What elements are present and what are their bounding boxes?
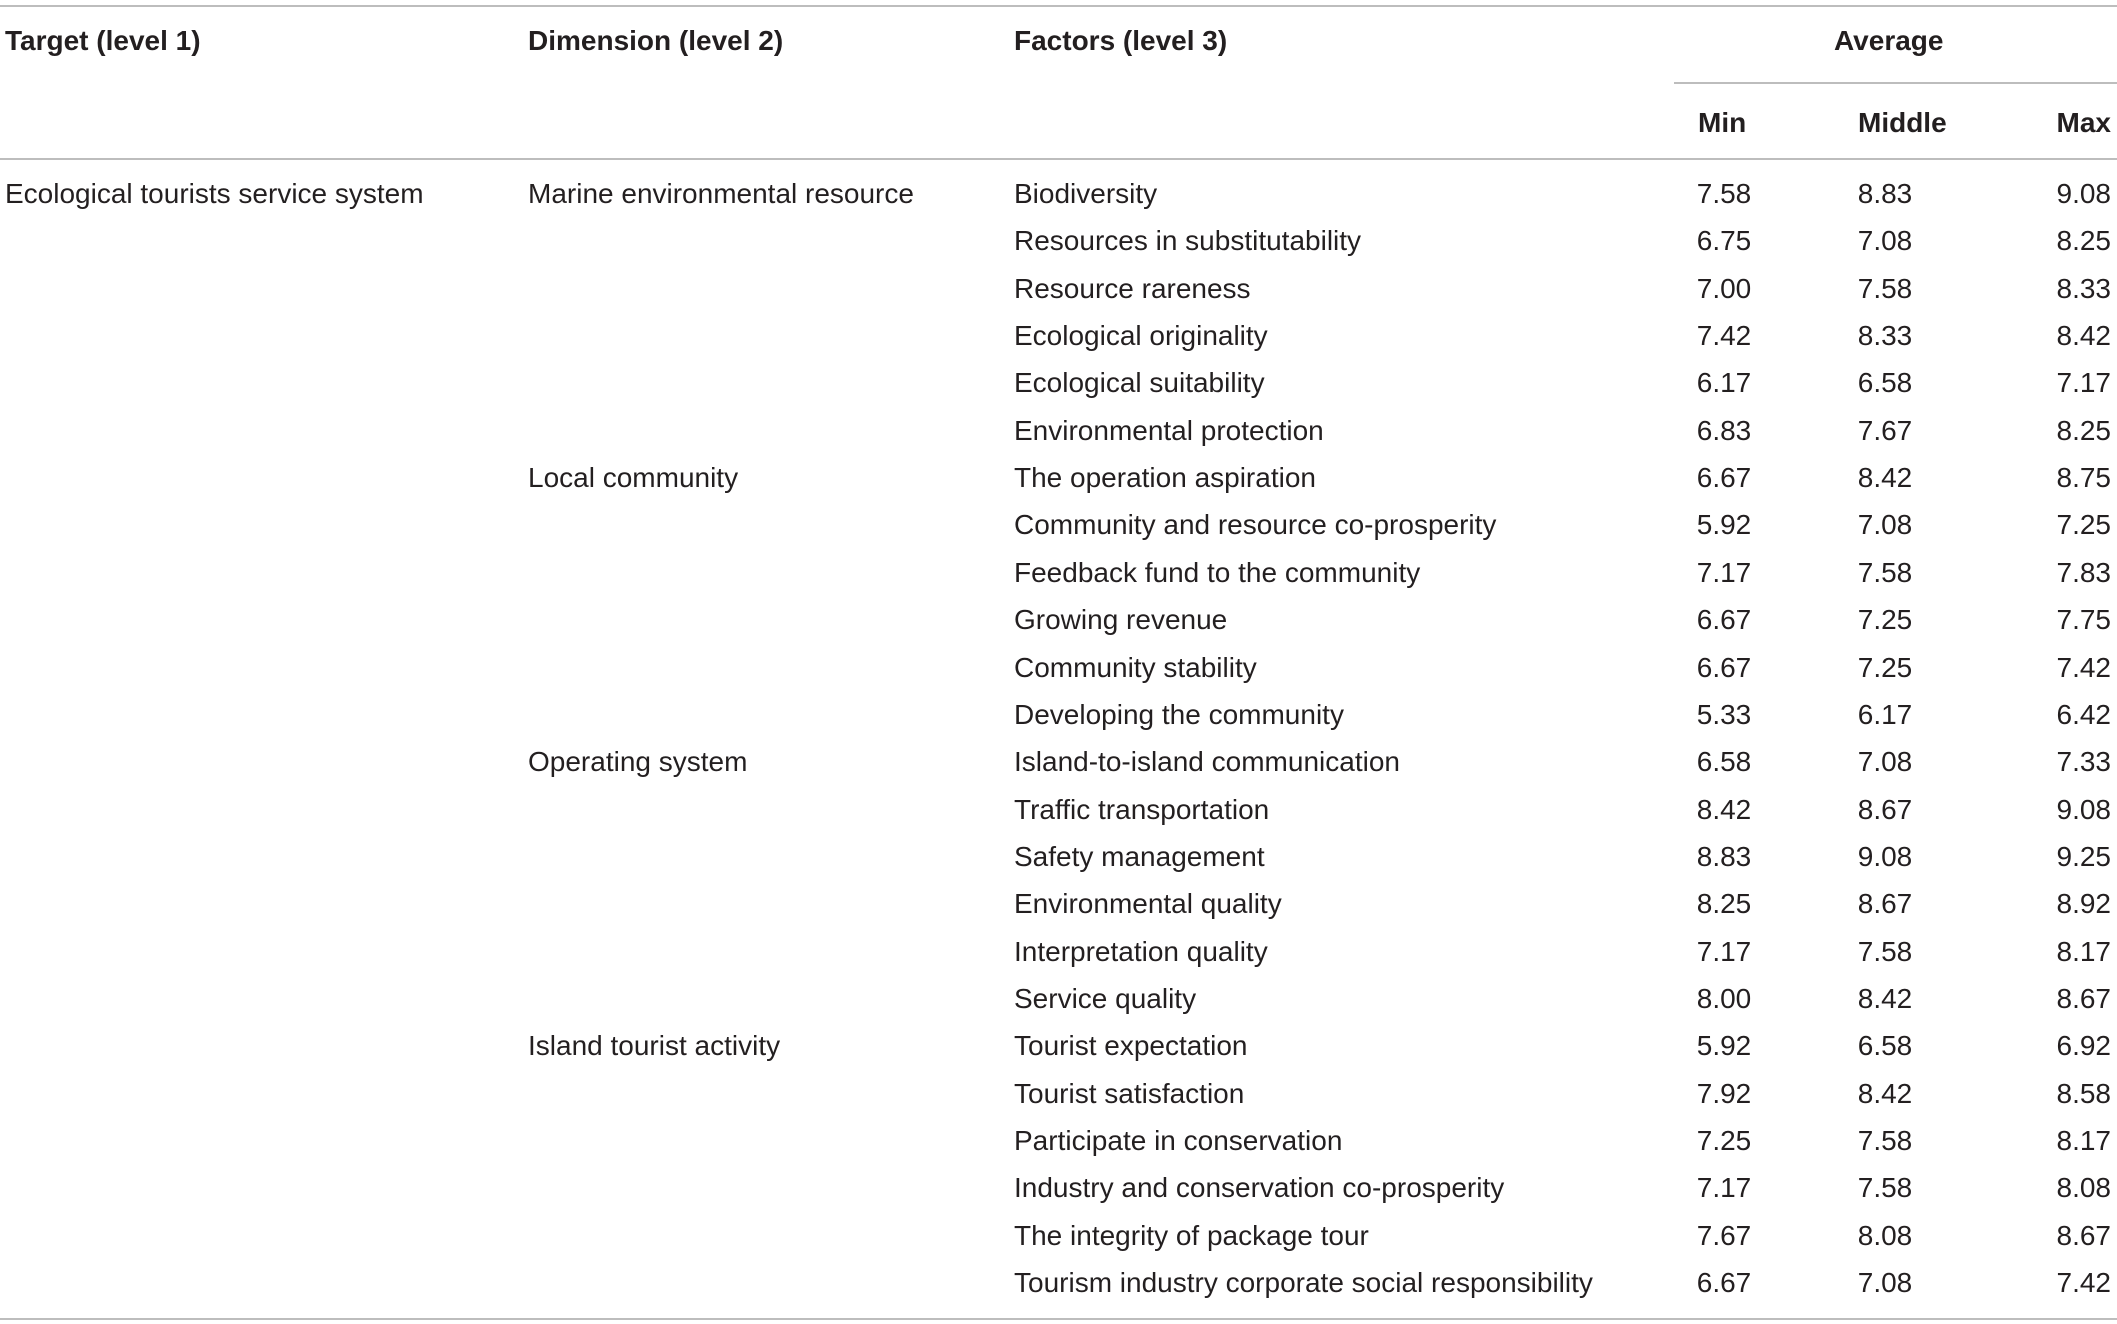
factor-cell: Tourism industry corporate social responsibility <box>1014 1267 1593 1298</box>
min-value-cell: 7.42 <box>1696 320 1752 351</box>
max-value-cell: 8.58 <box>2056 1078 2111 1109</box>
factor-cell: Environmental quality <box>1014 888 1282 919</box>
table-top-rule <box>0 5 2117 7</box>
table-bottom-rule <box>0 1318 2117 1320</box>
max-value-cell: 6.42 <box>2056 699 2111 730</box>
factor-cell: Biodiversity <box>1014 178 1158 209</box>
middle-value-cell: 7.58 <box>1857 273 1913 304</box>
max-value-cell: 8.42 <box>2056 320 2111 351</box>
max-value-cell: 8.67 <box>2056 983 2111 1014</box>
middle-value-cell: 7.58 <box>1857 1172 1913 1203</box>
min-value-cell: 7.92 <box>1696 1078 1752 1109</box>
max-value-cell: 6.92 <box>2056 1030 2111 1061</box>
factor-cell: Traffic transportation <box>1014 794 1270 825</box>
factor-cell: Tourist expectation <box>1014 1030 1248 1061</box>
middle-value-cell: 7.08 <box>1857 225 1913 256</box>
max-value-cell: 7.17 <box>2056 367 2111 398</box>
middle-value-cell: 8.83 <box>1857 178 1913 209</box>
middle-value-cell: 6.58 <box>1857 367 1913 398</box>
min-value-cell: 6.17 <box>1696 367 1752 398</box>
factor-cell: Resources in substitutability <box>1014 225 1362 256</box>
factor-cell: Community and resource co-prosperity <box>1014 509 1497 540</box>
max-value-cell: 8.17 <box>2056 936 2111 967</box>
target-cell: Ecological tourists service system <box>5 178 424 209</box>
header-target: Target (level 1) <box>5 25 201 56</box>
middle-value-cell: 8.33 <box>1857 320 1913 351</box>
max-value-cell: 7.83 <box>2056 557 2111 588</box>
header-min: Min <box>1698 107 1747 138</box>
average-group-rule <box>1674 82 2117 84</box>
middle-value-cell: 8.67 <box>1857 888 1913 919</box>
factor-cell: The integrity of package tour <box>1014 1220 1369 1251</box>
factor-cell: Island-to-island communication <box>1014 746 1400 777</box>
header-max: Max <box>2056 107 2111 138</box>
middle-value-cell: 7.08 <box>1857 1267 1913 1298</box>
middle-value-cell: 7.58 <box>1857 1125 1913 1156</box>
factor-cell: Ecological originality <box>1014 320 1268 351</box>
header-bottom-rule <box>0 158 2117 160</box>
dimension-local-community: Local community <box>528 462 739 493</box>
min-value-cell: 7.67 <box>1696 1220 1752 1251</box>
middle-value-cell: 7.58 <box>1857 936 1913 967</box>
max-value-cell: 7.33 <box>2056 746 2111 777</box>
factor-cell: Industry and conservation co-prosperity <box>1014 1172 1505 1203</box>
max-value-cell: 8.92 <box>2056 888 2111 919</box>
middle-value-cell: 8.42 <box>1857 983 1913 1014</box>
max-value-cell: 7.25 <box>2056 509 2111 540</box>
min-value-cell: 7.25 <box>1696 1125 1752 1156</box>
min-value-cell: 6.67 <box>1696 1267 1752 1298</box>
middle-value-cell: 8.42 <box>1857 462 1913 493</box>
max-value-cell: 8.75 <box>2056 462 2111 493</box>
max-value-cell: 9.25 <box>2056 841 2111 872</box>
factor-cell: Safety management <box>1014 841 1265 872</box>
middle-value-cell: 6.58 <box>1857 1030 1913 1061</box>
min-value-cell: 5.92 <box>1696 1030 1752 1061</box>
min-value-cell: 6.58 <box>1696 746 1752 777</box>
factor-cell: Ecological suitability <box>1014 367 1265 398</box>
factor-cell: The operation aspiration <box>1014 462 1316 493</box>
middle-value-cell: 6.17 <box>1857 699 1913 730</box>
min-value-cell: 7.17 <box>1696 936 1752 967</box>
header-factors: Factors (level 3) <box>1014 25 1228 56</box>
dimension-island-tourist-activity: Island tourist activity <box>528 1030 781 1061</box>
max-value-cell: 8.25 <box>2056 225 2111 256</box>
min-value-cell: 6.83 <box>1696 415 1752 446</box>
min-value-cell: 5.92 <box>1696 509 1752 540</box>
min-value-cell: 5.33 <box>1696 699 1752 730</box>
max-value-cell: 8.33 <box>2056 273 2111 304</box>
max-value-cell: 7.42 <box>2056 652 2111 683</box>
factor-cell: Environmental protection <box>1014 415 1324 446</box>
factor-cell: Feedback fund to the community <box>1014 557 1421 588</box>
min-value-cell: 7.17 <box>1696 557 1752 588</box>
header-dimension: Dimension (level 2) <box>528 25 784 56</box>
max-value-cell: 9.08 <box>2056 794 2111 825</box>
min-value-cell: 7.00 <box>1696 273 1752 304</box>
min-value-cell: 6.67 <box>1696 604 1752 635</box>
min-value-cell: 8.00 <box>1696 983 1752 1014</box>
max-value-cell: 8.25 <box>2056 415 2111 446</box>
header-middle: Middle <box>1858 107 1947 138</box>
middle-value-cell: 8.08 <box>1857 1220 1913 1251</box>
middle-value-cell: 7.08 <box>1857 746 1913 777</box>
middle-value-cell: 9.08 <box>1857 841 1913 872</box>
middle-value-cell: 7.08 <box>1857 509 1913 540</box>
dimension-marine-environmental-resource: Marine environmental resource <box>528 178 914 209</box>
middle-value-cell: 8.42 <box>1857 1078 1913 1109</box>
min-value-cell: 6.67 <box>1696 652 1752 683</box>
middle-value-cell: 7.25 <box>1857 604 1913 635</box>
max-value-cell: 8.67 <box>2056 1220 2111 1251</box>
middle-value-cell: 7.25 <box>1857 652 1913 683</box>
factor-cell: Developing the community <box>1014 699 1344 730</box>
middle-value-cell: 7.67 <box>1857 415 1913 446</box>
factor-cell: Participate in conservation <box>1014 1125 1343 1156</box>
min-value-cell: 7.58 <box>1696 178 1752 209</box>
factor-cell: Tourist satisfaction <box>1014 1078 1245 1109</box>
min-value-cell: 8.25 <box>1696 888 1752 919</box>
middle-value-cell: 8.67 <box>1857 794 1913 825</box>
factor-cell: Interpretation quality <box>1014 936 1268 967</box>
header-average: Average <box>1834 25 1944 56</box>
factor-cell: Resource rareness <box>1014 273 1251 304</box>
max-value-cell: 8.08 <box>2056 1172 2111 1203</box>
max-value-cell: 7.42 <box>2056 1267 2111 1298</box>
factor-cell: Service quality <box>1014 983 1197 1014</box>
dimension-operating-system: Operating system <box>528 746 748 777</box>
factor-cell: Growing revenue <box>1014 604 1228 635</box>
factor-cell: Community stability <box>1014 652 1257 683</box>
min-value-cell: 8.83 <box>1696 841 1752 872</box>
max-value-cell: 9.08 <box>2056 178 2111 209</box>
middle-value-cell: 7.58 <box>1857 557 1913 588</box>
min-value-cell: 7.17 <box>1696 1172 1752 1203</box>
max-value-cell: 7.75 <box>2056 604 2111 635</box>
min-value-cell: 6.67 <box>1696 462 1752 493</box>
max-value-cell: 8.17 <box>2056 1125 2111 1156</box>
min-value-cell: 6.75 <box>1696 225 1752 256</box>
min-value-cell: 8.42 <box>1696 794 1752 825</box>
